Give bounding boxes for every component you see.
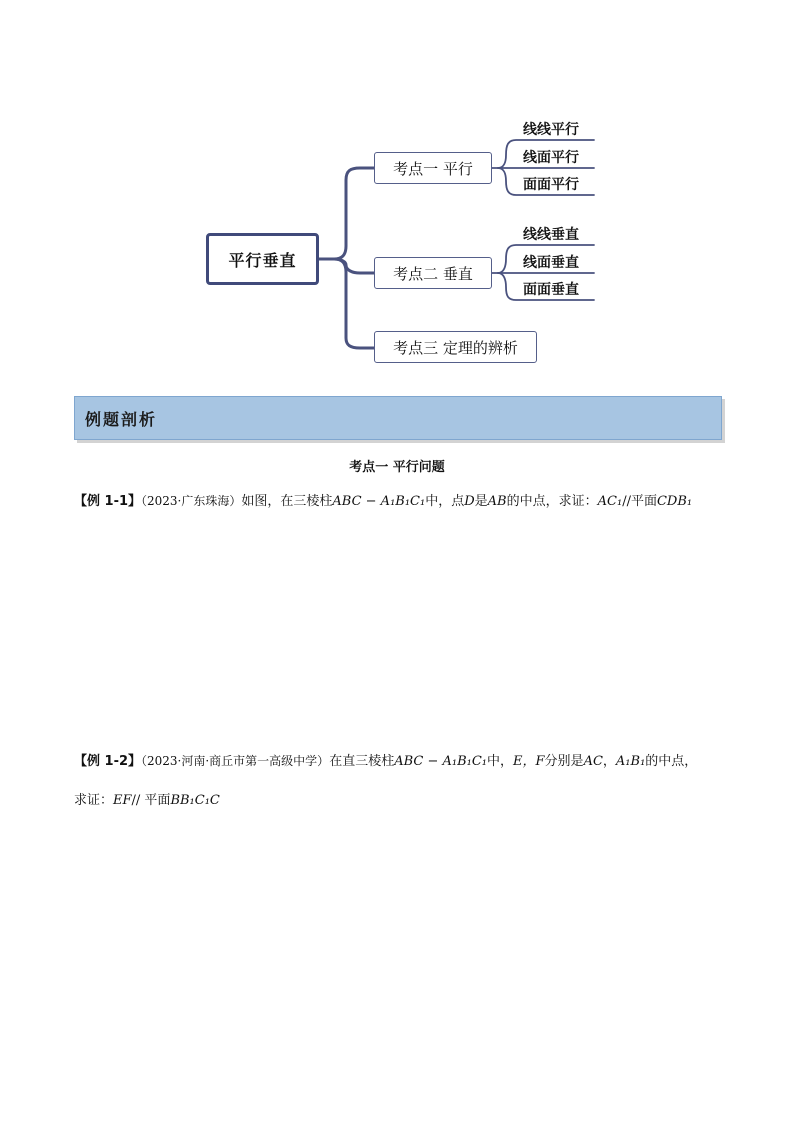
leaf-plane-plane-parallel: 面面平行 [523, 177, 579, 193]
section-title: 考点一 平行问题 [349, 460, 445, 475]
problem-tag: 【例 1-1】 [74, 494, 142, 509]
problem-text: 在直三棱柱 [329, 754, 395, 769]
problem-text: 中，点 [425, 494, 465, 509]
problem-1-2-continued [74, 791, 754, 811]
branch-parallel: 考点一 平行 [374, 152, 492, 184]
banner-title: 例题剖析 [85, 409, 158, 429]
math-prism: ABC − A₁B₁C₁ [332, 494, 426, 509]
math-points: E，F [513, 754, 545, 769]
problem-source: （2023·河南·商丘市第一高级中学） [141, 754, 330, 768]
problem-tag: 【例 1-2】 [74, 754, 142, 769]
math-segment: AC [583, 754, 603, 769]
problem-text: 中， [487, 754, 514, 769]
problem-relation: // 平面 [131, 793, 171, 808]
mind-map-connectors [0, 0, 794, 380]
mind-map-root: 平行垂直 [206, 233, 319, 285]
math-prism: ABC − A₁B₁C₁ [394, 754, 488, 769]
leaf-line-line-parallel: 线线平行 [523, 122, 579, 138]
leaf-line-line-perpendicular: 线线垂直 [523, 227, 579, 243]
branch-theorem-analysis: 考点三 定理的辨析 [374, 331, 537, 363]
problem-text: 的中点， [645, 754, 698, 769]
branch-perpendicular: 考点二 垂直 [374, 257, 492, 289]
math-plane: BB₁C₁C [170, 793, 220, 808]
problem-text: 是 [474, 494, 488, 509]
problem-text: 的中点，求证： [506, 494, 598, 509]
math-point: D [464, 494, 475, 509]
problem-source: （2023·广东珠海） [141, 494, 242, 508]
problem-1-1 [74, 491, 754, 512]
problem-1-2 [74, 751, 754, 772]
problem-text: 求证： [74, 793, 114, 808]
math-segment: AB [487, 494, 507, 509]
problem-text: 分别是 [544, 754, 584, 769]
math-segment: A₁B₁ [615, 754, 646, 769]
problem-text: 如图，在三棱柱 [241, 494, 333, 509]
section-banner [74, 396, 722, 440]
problem-separator: ， [602, 754, 616, 769]
math-line: AC₁ [597, 494, 623, 509]
math-plane: CDB₁ [656, 494, 693, 509]
mind-map [0, 0, 794, 380]
leaf-line-plane-perpendicular: 线面垂直 [523, 255, 579, 271]
math-line: EF [113, 793, 132, 808]
leaf-line-plane-parallel: 线面平行 [523, 150, 579, 166]
leaf-plane-plane-perpendicular: 面面垂直 [523, 282, 579, 298]
problem-relation: //平面 [622, 494, 657, 509]
